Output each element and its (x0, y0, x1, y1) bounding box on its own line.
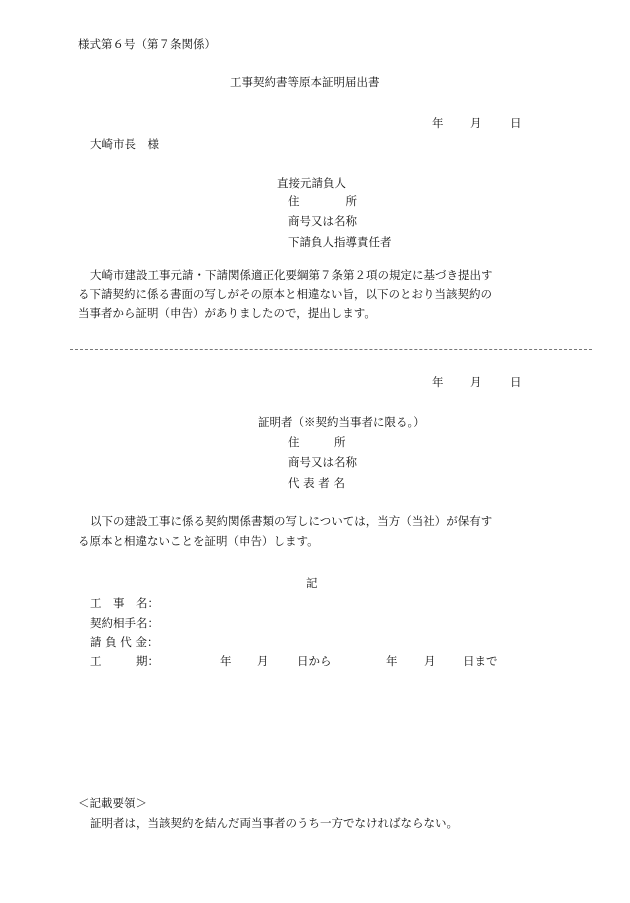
certifier-representative-label: 代 表 者 名 (288, 476, 345, 490)
applicant-name-label: 商号又は名称 (288, 214, 357, 228)
ki-heading: 記 (306, 576, 318, 590)
notes-text: 証明者は，当該契約を結んだ両当事者のうち一方でなければならない。 (90, 816, 458, 830)
period-year1: 年 (220, 654, 232, 668)
period-month2: 月 (424, 654, 436, 668)
period-year2: 年 (386, 654, 398, 668)
date2-day-label: 日 (510, 375, 522, 389)
date-year-label: 年 (432, 116, 444, 130)
period-to: 日まで (463, 654, 498, 668)
date2-year-label: 年 (432, 375, 444, 389)
form-number: 様式第６号（第７条関係） (78, 37, 216, 51)
cut-line-divider (70, 349, 592, 350)
statement-line: 当事者から証明（申告）がありましたので，提出します。 (78, 306, 376, 320)
certifier-address-label: 住 所 (288, 435, 346, 449)
applicant-address-label: 住 所 (288, 194, 357, 208)
field-work-period: 工 期： (90, 654, 159, 668)
statement-line: 大崎市建設工事元請・下請関係適正化要綱第７条第２項の規定に基づき提出す (90, 268, 493, 282)
addressee: 大崎市長 様 (90, 137, 159, 151)
period-from: 日から (297, 654, 332, 668)
applicant-manager-label: 下請負人指導責任者 (288, 235, 392, 249)
certification-statement (78, 516, 492, 556)
statement-line: る原本と相違ないことを証明（申告）します。 (78, 534, 319, 548)
notes-heading: ＜記載要領＞ (78, 796, 147, 810)
certifier-heading: 証明者（※契約当事者に限る。） (258, 415, 425, 429)
date-month-label: 月 (470, 116, 482, 130)
submission-statement (78, 270, 493, 327)
field-contract-amount: 請 負 代 金： (90, 635, 159, 649)
statement-line: る下請契約に係る書面の写しがその原本と相違ない旨，以下のとおり当該契約の (78, 287, 492, 301)
field-work-name: 工 事 名： (90, 596, 159, 610)
date-day-label: 日 (510, 116, 522, 130)
period-month1: 月 (257, 654, 269, 668)
document-title: 工事契約書等原本証明届出書 (230, 75, 380, 89)
field-contract-partner: 契約相手名： (90, 616, 159, 630)
date2-month-label: 月 (470, 375, 482, 389)
certifier-name-label: 商号又は名称 (288, 455, 357, 469)
applicant-heading: 直接元請負人 (277, 176, 346, 190)
statement-line: 以下の建設工事に係る契約関係書類の写しについては，当方（当社）が保有す (90, 514, 493, 528)
